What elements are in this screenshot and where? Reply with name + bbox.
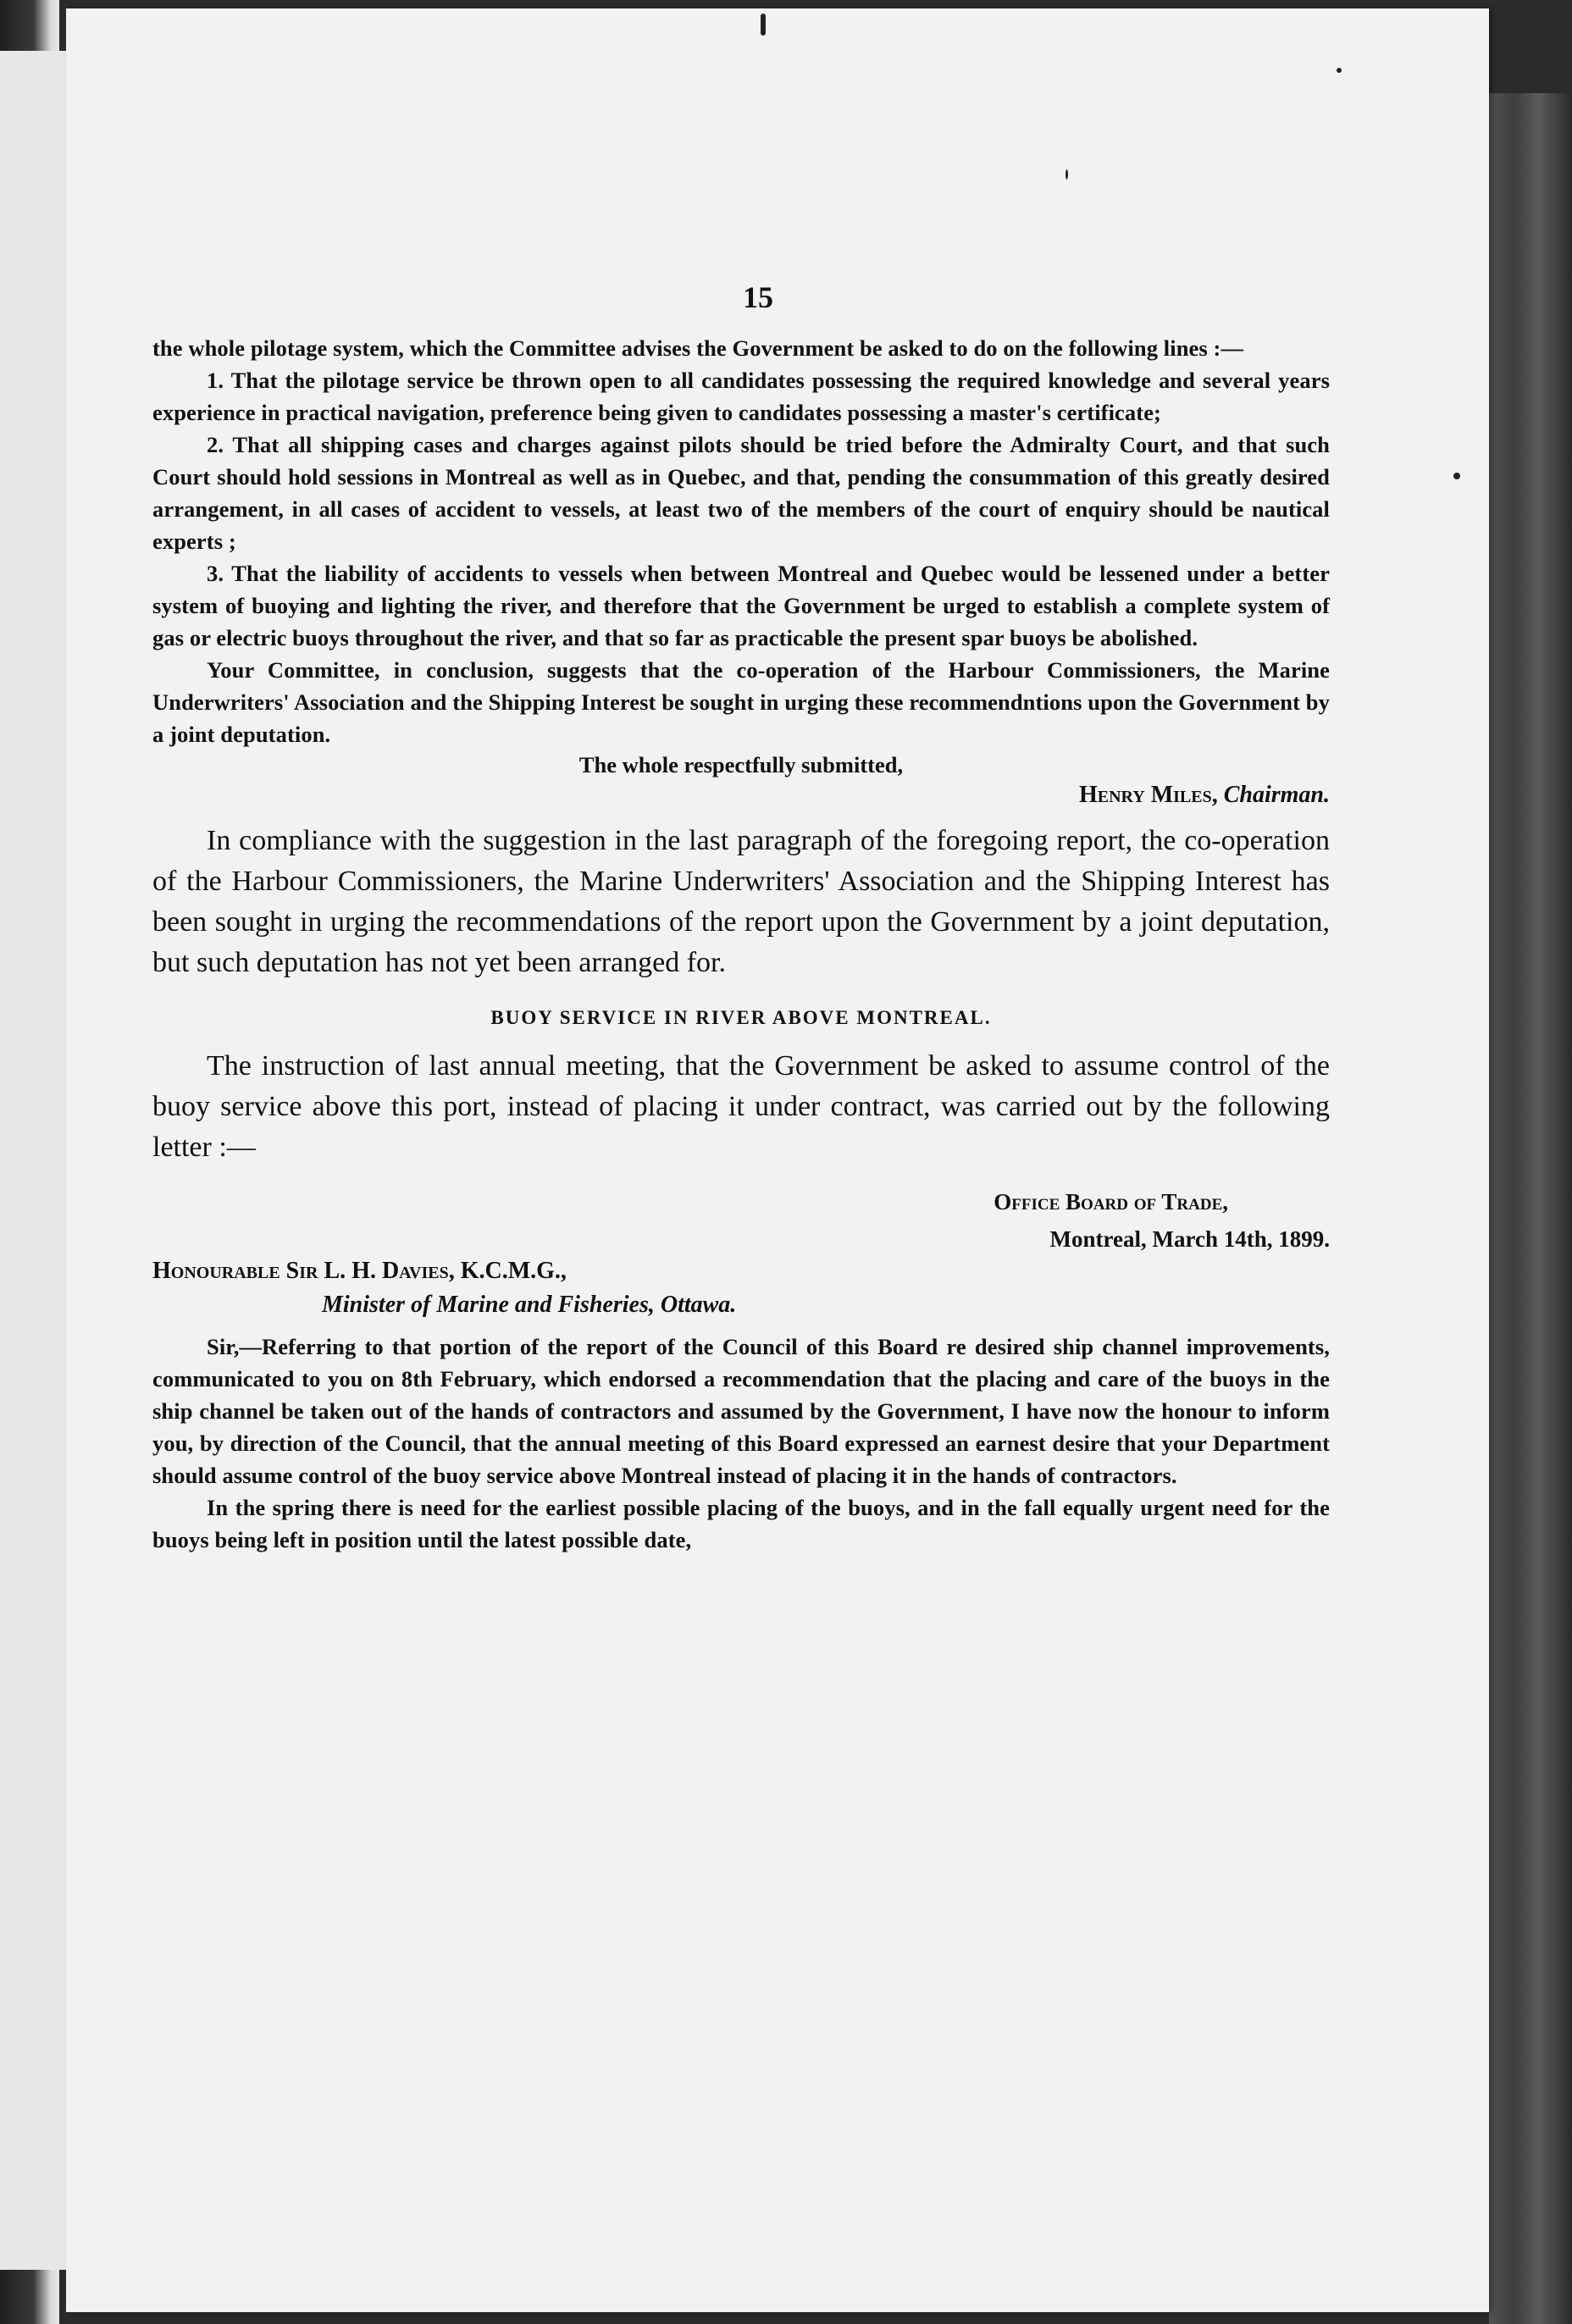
instruction-paragraph: The instruction of last annual meeting, that the Government be asked to assume control of the buoy service above this port, instead of placing it under contract, was carried out by the following letter :— [152, 1050, 1330, 1163]
recommendation-1: 1. That the pilotage service be thrown open to all candidates possessing the required knowledge and several years experience in practical navigation, preference being given to candidates possessing a master's certificate; [152, 368, 1330, 425]
letter-from: Office Board of Trade, [994, 1189, 1228, 1215]
scan-speck [1337, 68, 1342, 73]
signature [152, 782, 1330, 809]
signature-name: Henry Miles, [1078, 782, 1218, 808]
instruction-section [152, 1046, 1330, 1168]
compliance-section [152, 821, 1330, 983]
signature-title: Chairman. [1223, 782, 1330, 808]
letter-paragraph-2: In the spring there is need for the earliest possible placing of the buoys, and in the fall equally urgent need for the buoys being left in position until the latest possible date, [152, 1495, 1330, 1552]
conclusion-paragraph: Your Committee, in conclusion, suggests that the co-operation of the Harbour Commissioners, the Marine Underwriters' Association and the Shipping Interest be sought in urging these recommendntions upon the Government by a joint deputation. [152, 657, 1330, 747]
letter-header [152, 1183, 1330, 1258]
addressee-name: Honourable Sir L. H. Davies, K.C.M.G., [152, 1258, 567, 1284]
section-heading: BUOY SERVICE IN RIVER ABOVE MONTREAL. [490, 1007, 992, 1028]
letter-paragraph-1: Sir,—Referring to that portion of the report of the Council of this Board re desired ship channel improvements, communicated to you on 8th February, which endorsed a recommendation that the placing and care of the buoys in the ship channel be taken out of the hands of contractors and assumed by the Government, I have now the honour to inform you, by direction of the Council, that the annual meeting of this Board expressed an earnest desire that your Department should assume control of the buoy service above Montreal instead of placing it in the hands of contractors. [152, 1334, 1330, 1488]
previous-page-edge [0, 51, 69, 2270]
letter-body [152, 1331, 1330, 1556]
opening-paragraph: the whole pilotage system, which the Committee advises the Government be asked to do on the following lines :— [152, 335, 1244, 361]
compliance-paragraph: In compliance with the suggestion in the last paragraph of the foregoing report, the co-operation of the Harbour Commissioners, the Marine Underwriters' Association and the Shipping Interest has been sought in urging the recommendations of the report upon the Government by a joint deputation, but such deputation has not yet been arranged for. [152, 825, 1330, 978]
scan-speck [761, 14, 766, 36]
letter-place-date: Montreal, March 14th, 1899. [1049, 1226, 1330, 1252]
scan-speck [1066, 169, 1068, 180]
page-content [152, 279, 1330, 1556]
recommendation-3: 3. That the liability of accidents to vessels when between Montreal and Quebec would be lessened under a better system of buoying and lighting the river, and therefore that the Government be urged to establish a complete system of gas or electric buoys throughout the river, and that so far as practicable the present spar buoys be abolished. [152, 561, 1330, 650]
book-spine-edge [1489, 93, 1572, 2324]
scan-speck [1453, 473, 1460, 479]
recommendation-2: 2. That all shipping cases and charges against pilots should be tried before the Admiralty Court, and that such Court should hold sessions in Montreal as well as in Quebec, and that, pending the consummation of this greatly desired arrangement, in all cases of accident to vessels, at least two of the members of the court of enquiry should be nautical experts ; [152, 432, 1330, 554]
submission-line: The whole respectfully submitted, [578, 752, 904, 777]
page-number: 15 [743, 280, 773, 314]
letter-addressee [152, 1254, 1330, 1322]
committee-report [152, 332, 1330, 750]
addressee-title: Minister of Marine and Fisheries, Ottawa. [322, 1292, 737, 1318]
